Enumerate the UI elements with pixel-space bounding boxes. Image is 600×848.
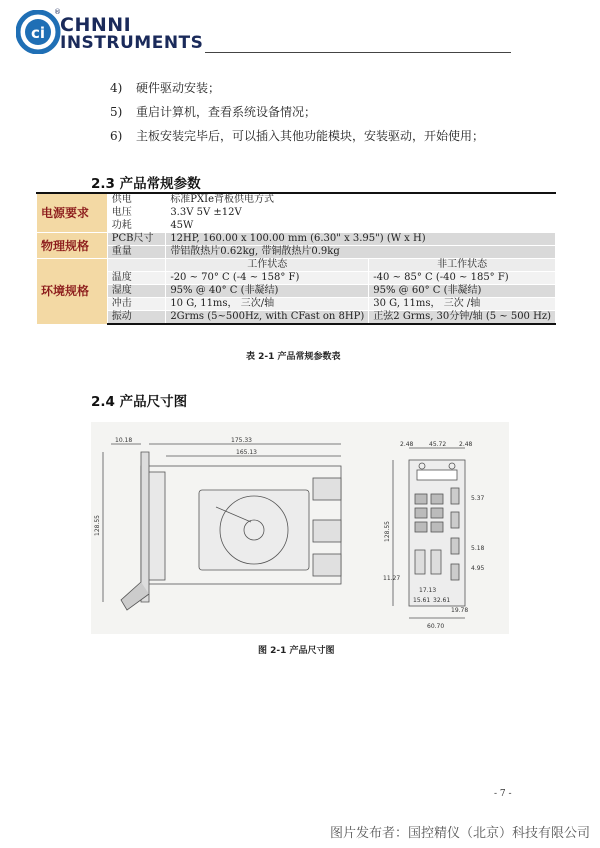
- table-row: [37, 259, 556, 272]
- table-row: 电源要求 供电 标准PXIe背板供电方式: [37, 193, 556, 207]
- col-operating: 工作状态: [166, 259, 369, 272]
- list-item: 5) 重启计算机，查看系统设备情况；: [110, 105, 317, 119]
- dim-label: 4.95: [471, 565, 485, 572]
- table-row: 振动 2Grms (5~500Hz, with CFast on 8HP) 正弦2 Grms, 30分钟/轴 (5 ~ 500 Hz): [37, 311, 556, 325]
- table-row: 电压 3.3V 5V ±12V: [37, 207, 556, 220]
- ci-logo-icon: [16, 10, 64, 54]
- brand-line2: INSTRUMENTS: [60, 33, 204, 53]
- section-heading-specs: 2.3 产品常规参数: [91, 176, 201, 192]
- registered-mark: ®: [54, 8, 61, 16]
- dim-label: 2.48: [400, 441, 414, 448]
- table-row: 物理规格 PCB尺寸 12HP, 160.00 x 100.00 mm (6.30" x 3.95") (W x H): [37, 233, 556, 246]
- dim-label: 128.55: [384, 521, 391, 542]
- dim-label: 17.13: [419, 587, 437, 594]
- dim-label: 5.18: [471, 545, 485, 552]
- dim-label: 15.61: [413, 597, 431, 604]
- brand-line1: CHNNI: [60, 14, 132, 36]
- page-number: - 7 -: [494, 789, 512, 799]
- group-label-power: 电源要求: [37, 193, 108, 233]
- footer-credit: 图片发布者：国控精仪（北京）科技有限公司: [329, 826, 590, 841]
- list-item: 4) 硬件驱动安装；: [110, 81, 221, 95]
- dim-label: 32.61: [433, 597, 451, 604]
- col-nonoperating: 非工作状态: [369, 259, 556, 272]
- dimension-drawing: [91, 422, 509, 634]
- dim-label: 45.72: [429, 441, 447, 448]
- group-label-environment: 环境规格: [37, 259, 108, 325]
- figure-caption: 图 2-1 产品尺寸图: [258, 646, 335, 656]
- table-row: 功耗 45W: [37, 220, 556, 233]
- spec-table: [36, 192, 556, 325]
- dim-label: 165.13: [236, 449, 257, 456]
- table-row: 重量 带铝散热片0.62kg, 带铜散热片0.9kg: [37, 246, 556, 259]
- dim-label: 11.27: [383, 575, 401, 582]
- table-row: 冲击 10 G, 11ms， 三次/轴 30 G, 11ms， 三次 /轴: [37, 298, 556, 311]
- logo-glyph: ci: [30, 24, 46, 42]
- dim-label: 10.18: [115, 437, 133, 444]
- mechanical-drawing-image: [91, 422, 509, 634]
- dim-label: 2.48: [459, 441, 473, 448]
- dim-label: 128.55: [94, 515, 101, 536]
- dim-label: 5.37: [471, 495, 485, 502]
- install-steps: [110, 76, 484, 148]
- table-row: 温度 -20 ~ 70° C (-4 ~ 158° F) -40 ~ 85° C (-40 ~ 185° F): [37, 272, 556, 285]
- section-heading-dimensions: 2.4 产品尺寸图: [91, 394, 188, 410]
- header-rule: [205, 52, 511, 53]
- list-item: 6) 主板安装完毕后，可以插入其他功能模块，安装驱动，开始使用；: [110, 129, 485, 143]
- dim-label: 19.78: [451, 607, 469, 614]
- dim-label: 60.70: [427, 623, 445, 630]
- dim-label: 175.33: [231, 437, 252, 444]
- table-row: 湿度 95% @ 40° C (非凝结) 95% @ 60° C (非凝结): [37, 285, 556, 298]
- group-label-physical: 物理规格: [37, 233, 108, 259]
- table-caption: 表 2-1 产品常规参数表: [246, 352, 341, 362]
